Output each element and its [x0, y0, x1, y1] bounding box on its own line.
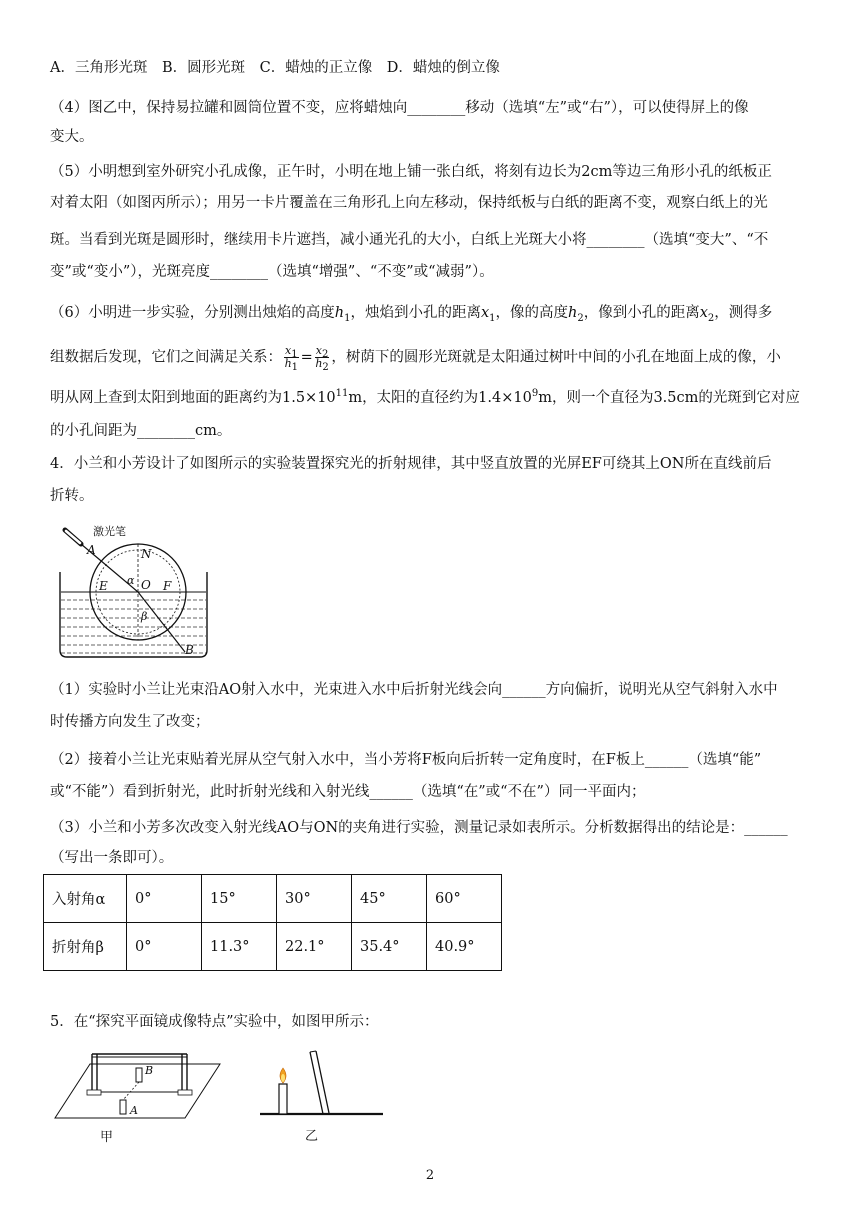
q3-p6-line4: 的小孔间距为________cm。 [50, 423, 232, 439]
candle-B-label: B [145, 1064, 154, 1077]
candle-A-label: A [130, 1104, 138, 1117]
q3-p6-line3: 明从网上查到太阳到地面的距离约为$1.5\times 10^{11}m$，太阳的直径约为$1.4\times 10^9m$，则一个直径为3.5cm的光斑到它对应 [50, 388, 800, 406]
fraction-x1-h1: $\frac{x_1}{h_1}$ [284, 344, 299, 374]
q4-p1-line2: 时传播方向发生了改变； [50, 714, 210, 730]
q3-options: A．三角形光斑 B．圆形光斑 C．蜡烛的正立像 D．蜡烛的倒立像 [50, 60, 500, 76]
point-B-label: B [185, 643, 194, 657]
table-cell: 0° [127, 875, 202, 923]
q4-p3-line1: （3）小兰和小芳多次改变入射光线AO与ON的夹角进行实验，测量记录如表所示。分析数据得出的结论是：______ [50, 820, 788, 836]
table-cell: 30° [277, 875, 352, 923]
q4-p2-line2: 或“不能”）看到折射光，此时折射光线和入射光线______（选填“在”或“不在”）同一平面内； [50, 784, 646, 800]
refraction-apparatus-figure [55, 522, 215, 662]
point-N-label: N [141, 547, 152, 561]
q3-p5-line4: 变”或“变小”），光斑亮度________（选填“增强”、“不变”或“减弱”）。 [50, 264, 494, 280]
point-E-label: E [99, 579, 108, 593]
table-cell: 15° [202, 875, 277, 923]
table-cell: 45° [352, 875, 427, 923]
q5-stem: 5．在“探究平面镜成像特点”实验中，如图甲所示： [50, 1014, 379, 1030]
q3-p5-line3: 斑。当看到光斑是圆形时，继续用卡片遮挡，减小通光孔的大小，白纸上光斑大小将________（选填“变大”、“不 [50, 232, 769, 248]
fraction-x2-h2: $\frac{x_2}{h_2}$ [315, 344, 329, 374]
table-cell: 60° [427, 875, 502, 923]
q3-p6-line2: 组数据后发现，它们之间满足关系： $\frac{x_1}{h_1}$ = $\frac{x_2}{h_2}$ ，树荫下的圆形光斑就是太阳通过树叶中间的小孔在地面上成的像，小 [50, 344, 781, 374]
candle-glass-figure [255, 1046, 395, 1146]
table-row [44, 923, 502, 971]
q3-p5-line1: （5）小明想到室外研究小孔成像，正午时，小明在地上铺一张白纸，将刻有边长为2cm等边三角形小孔的纸板正 [50, 164, 772, 180]
table-header-refraction: 折射角β [44, 923, 127, 971]
table-cell: 11.3° [202, 923, 277, 971]
beta-label: β [141, 610, 148, 623]
table-header-incidence: 入射角α [44, 875, 127, 923]
q4-stem-line1: 4．小兰和小芳设计了如图所示的实验装置探究光的折射规律，其中竖直放置的光屏EF可绕其上ON所在直线前后 [50, 456, 772, 472]
figure-yi-label: 乙 [305, 1129, 319, 1144]
figure-jia-label: 甲 [100, 1130, 114, 1145]
table-cell: 40.9° [427, 923, 502, 971]
table-cell: 22.1° [277, 923, 352, 971]
q3-p4-line2: 变大。 [50, 129, 94, 145]
q3-p5-line2: 对着太阳（如图丙所示）；用另一卡片覆盖在三角形孔上向左移动，保持纸板与白纸的距离不变，观察白纸上的光 [50, 195, 768, 211]
q4-p3-line2: （写出一条即可）。 [50, 850, 174, 866]
point-A-label: A [87, 543, 96, 557]
q4-p2-line1: （2）接着小兰让光束贴着光屏从空气射入水中，当小芳将F板向后折转一定角度时，在F板上______（选填“能” [50, 752, 762, 768]
q3-p4-line1: （4）图乙中，保持易拉罐和圆筒位置不变，应将蜡烛向________移动（选填“左”或“右”），可以使得屏上的像 [50, 100, 749, 116]
table-cell: 35.4° [352, 923, 427, 971]
laser-pen-label: 激光笔 [93, 525, 126, 538]
plane-mirror-setup-figure [50, 1046, 230, 1146]
table-row [44, 875, 502, 923]
point-O-label: O [141, 578, 151, 592]
table-cell: 0° [127, 923, 202, 971]
page-number: 2 [425, 1168, 435, 1183]
alpha-label: α [127, 574, 135, 587]
q4-stem-line2: 折转。 [50, 488, 94, 504]
q4-p1-line1: （1）实验时小兰让光束沿AO射入水中，光束进入水中后折射光线会向______方向偏折，说明光从空气斜射入水中 [50, 682, 778, 698]
angle-data-table [43, 874, 502, 971]
q3-p6-line1: （6）小明进一步实验，分别测出烛焰的高度$h_1$，烛焰到小孔的距离$x_1$，像的高度$h_2$，像到小孔的距离$x_2$，测得多 [50, 305, 773, 324]
point-F-label: F [163, 579, 172, 593]
